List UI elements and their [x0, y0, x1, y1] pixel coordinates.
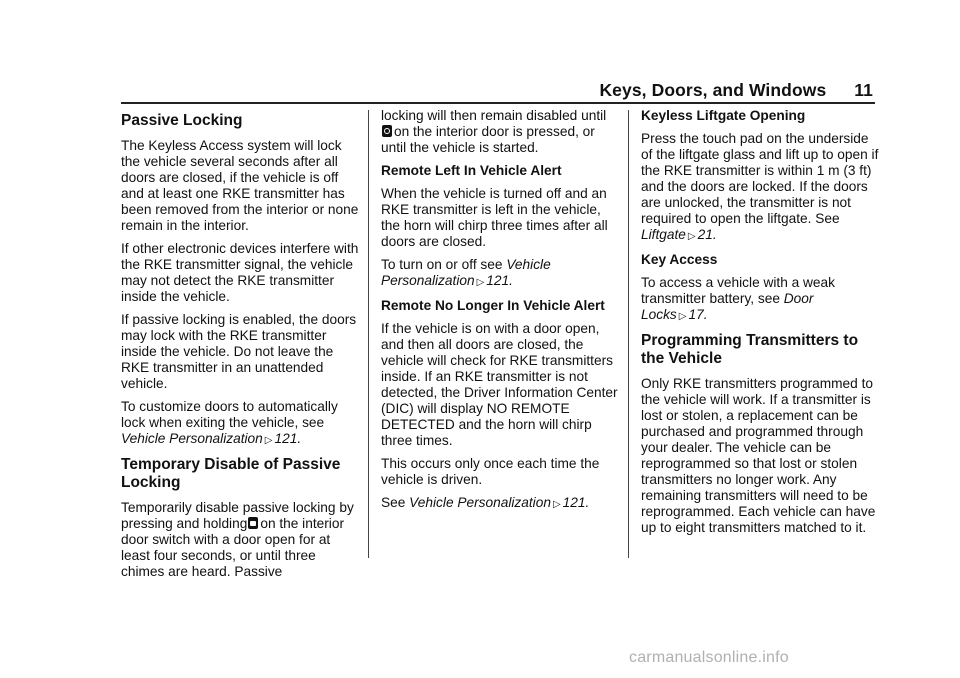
paragraph-text: To access a vehicle with a weak transmitter battery, see [641, 275, 835, 306]
paragraph [381, 257, 619, 291]
column-1 [121, 108, 359, 587]
column-3 [641, 108, 879, 543]
paragraph [121, 399, 359, 449]
paragraph: If passive locking is enabled, the doors may lock with the RKE transmitter inside the vehicle. Do not leave the RKE transmitter in an unattended vehicle. [121, 312, 357, 391]
page-ref-arrow-icon: ▷ [552, 499, 561, 510]
paragraph: This occurs only once each time the vehicle is driven. [381, 456, 600, 487]
paragraph-text: To customize doors to automatically lock when exiting the vehicle, see [121, 399, 338, 430]
paragraph-text: Press the touch pad on the underside of the liftgate glass and lift up to open if the RKE transmitter is within 1 m (3 ft) and the doors are locked. If the doors are unlocked, the transmitter is not required to open the liftgate. See [641, 131, 879, 226]
ref-title: Vehicle Personalization [121, 431, 263, 446]
cross-reference-link[interactable]: Vehicle Personalization ▷ 121. [409, 495, 590, 510]
paragraph-text: locking will then remain disabled until [381, 108, 607, 123]
paragraph [381, 495, 619, 513]
paragraph-text: on the interior door is pressed, or until the vehicle is started. [381, 124, 595, 155]
paragraph: If the vehicle is on with a door open, and then all doors are closed, the vehicle will check for RKE transmitters inside. If an RKE transmitter is not detected, the Driver Information Center (DIC) will display NO REMOTE DETECTED and the horn will chirp three times. [381, 321, 618, 448]
paragraph [381, 108, 619, 156]
ref-title: Liftgate [641, 227, 686, 242]
heading-programming-transmitters: Programming Transmitters to the Vehicle [641, 332, 859, 367]
watermark: carmanualsonline.info [629, 649, 789, 666]
heading-keyless-liftgate: Keyless Liftgate Opening [641, 108, 806, 123]
paragraph [641, 131, 879, 245]
paragraph: Only RKE transmitters programmed to the vehicle will work. If a transmitter is lost or stolen, a replacement can be purchased and programmed through your dealer. The vehicle can be reprogrammed so that lost or stolen transmitters no longer work. Any remaining transmitters will need to be reprogrammed. Each vehicle can have up to eight transmitters matched to it. [641, 376, 876, 535]
section-title: Keys, Doors, and Windows [599, 80, 827, 100]
ref-page: 21 [697, 227, 713, 242]
heading-key-access: Key Access [641, 252, 718, 267]
cross-reference-link[interactable]: Liftgate ▷ 21. [641, 227, 717, 242]
paragraph-text: See [381, 495, 406, 510]
paragraph [641, 275, 879, 325]
page-number: 11 [854, 80, 873, 100]
ref-title: Vehicle Personalization [381, 257, 551, 288]
column-divider [628, 110, 629, 558]
page-ref-arrow-icon: ▷ [476, 277, 485, 288]
paragraph [121, 500, 359, 580]
page-ref-arrow-icon: ▷ [687, 231, 696, 242]
ref-page: 17 [688, 307, 704, 322]
heading-temporary-disable: Temporary Disable of Passive Locking [121, 456, 341, 491]
page-header [0, 80, 873, 101]
paragraph-text: To turn on or off see [381, 257, 503, 272]
paragraph-text: Temporarily disable passive locking by pressing and holding [121, 500, 354, 531]
cross-reference-link[interactable]: Door Locks ▷ 17. [641, 291, 814, 322]
cross-reference-link[interactable]: Vehicle Personalization ▷ 121. [121, 431, 302, 446]
ref-title: Door Locks [641, 291, 814, 322]
paragraph: The Keyless Access system will lock the vehicle several seconds after all doors are closed, if the vehicle is off and at least one RKE transmitter has been removed from the interior or none remain in the interior. [121, 138, 359, 233]
page-ref-arrow-icon: ▷ [678, 311, 687, 322]
unlock-icon [382, 125, 392, 137]
ref-page: 121 [486, 273, 510, 288]
cross-reference-link[interactable]: Vehicle Personalization ▷ 121. [381, 257, 551, 288]
paragraph: When the vehicle is turned off and an RKE transmitter is left in the vehicle, the horn will chirp three times after all doors are closed. [381, 186, 608, 249]
ref-title: Vehicle Personalization [409, 495, 551, 510]
heading-passive-locking: Passive Locking [121, 112, 243, 129]
page-ref-arrow-icon: ▷ [264, 435, 273, 446]
lock-icon [248, 517, 258, 529]
heading-remote-no-longer-alert: Remote No Longer In Vehicle Alert [381, 298, 605, 313]
paragraph: If other electronic devices interfere with the RKE transmitter signal, the vehicle may not detect the RKE transmitter inside the vehicle. [121, 241, 359, 304]
header-rule [121, 102, 875, 104]
ref-page: 121 [274, 431, 298, 446]
column-2 [381, 108, 619, 520]
paragraph-text: on the interior door switch with a door open for at least four seconds, or until three chimes are heard. Passive [121, 516, 345, 579]
column-divider [368, 110, 369, 558]
ref-page: 121 [562, 495, 586, 510]
heading-remote-left-alert: Remote Left In Vehicle Alert [381, 163, 562, 178]
